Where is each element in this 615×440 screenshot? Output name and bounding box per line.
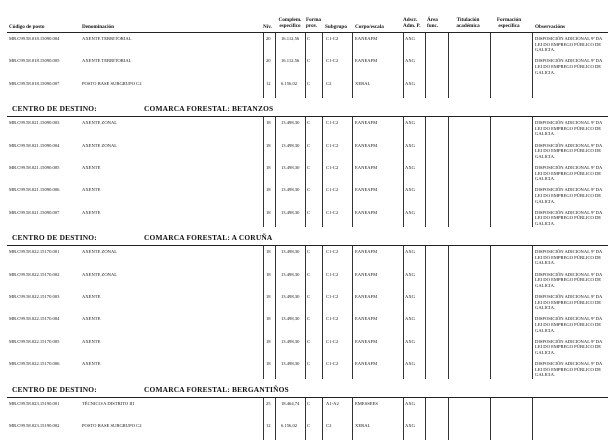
column-rule [263, 33, 264, 98]
cell-adscr: AXG [405, 423, 415, 428]
cell-nivel: 18 [266, 271, 271, 277]
cell-complem: 13.498,30 [281, 271, 300, 277]
column-rule [263, 246, 264, 378]
column-rule [403, 117, 404, 227]
cell-nivel: 18 [266, 316, 271, 322]
cell-forma: C [307, 36, 311, 41]
cell-forma: C [307, 120, 311, 126]
cell-subgrupo: C1-C2 [326, 209, 339, 215]
cell-denom: TÉCNICO/A DISTRITO III [82, 400, 134, 406]
cell-complem: 13.498,30 [281, 187, 300, 193]
cell-code: MR.C99.58.022.15170.002 [9, 271, 60, 277]
cell-complem: 13.498,30 [281, 361, 300, 367]
cell-corpo: EANEAFM [355, 316, 378, 322]
section-name: COMARCA FORESTAL: BETANZOS [144, 104, 274, 114]
cell-subgrupo: C1-C2 [326, 165, 339, 170]
cell-denom: AXENTE ZONAL [82, 271, 118, 277]
cell-denom: AXENTE [82, 165, 101, 170]
cell-subgrupo: C1-C2 [326, 142, 339, 148]
cell-complem: 16.112,56 [281, 36, 300, 41]
cell-code: MR.C99.58.022.15170.006 [9, 361, 60, 367]
cell-denom: AXENTE ZONAL [82, 142, 118, 148]
section-name: COMARCA FORESTAL: BERGANTIÑOS [144, 384, 289, 394]
cell-adscr: AXG [405, 187, 415, 193]
cell-adscr: AXG [405, 58, 415, 64]
cell-nivel: 20 [266, 36, 271, 41]
table-row [0, 207, 615, 227]
cell-corpo: EANEAFM [355, 294, 378, 299]
cell-subgrupo: C1-C2 [326, 338, 339, 344]
cell-denom: AXENTE ZONAL [82, 249, 118, 255]
cell-corpo: XERAL [355, 423, 371, 428]
column-rule [490, 246, 491, 378]
column-rule [352, 246, 353, 378]
cell-code: MR.C99.58.022.15170.004 [9, 316, 60, 322]
table-row [0, 78, 615, 98]
cell-denom: AXENTE [82, 316, 101, 322]
header-observacions: Observacións [535, 24, 565, 30]
cell-complem: 13.498,30 [281, 338, 300, 344]
cell-corpo: EANEAFM [355, 120, 378, 126]
column-rule [532, 246, 533, 378]
column-rule [352, 398, 353, 440]
cell-corpo: EANEAFM [355, 249, 378, 255]
cell-adscr: AXG [405, 338, 415, 344]
table-row [0, 336, 615, 356]
cell-corpo: EANEAFM [355, 187, 378, 193]
cell-denom: AXENTE ZONAL [82, 120, 118, 126]
column-rule [403, 33, 404, 98]
section-heading [7, 385, 607, 395]
cell-complem: 13.498,30 [281, 120, 300, 126]
section-label: CENTRO DE DESTINO: [12, 104, 97, 114]
cell-complem: 13.498,30 [281, 249, 300, 255]
header-complem: Complem. específico [278, 17, 302, 29]
cell-corpo: EANEAFM [355, 338, 378, 344]
cell-forma: C [307, 209, 311, 215]
column-rule [275, 117, 276, 227]
column-rule [403, 398, 404, 440]
cell-adscr: AXG [405, 209, 415, 215]
column-rule [448, 246, 449, 378]
cell-corpo: EMESSEES [355, 400, 378, 406]
cell-nivel: 18 [266, 294, 271, 299]
cell-forma: C [307, 187, 311, 193]
cell-subgrupo: C1-C2 [326, 58, 339, 64]
header-area: Área func. [427, 17, 439, 29]
cell-complem: 18.464,74 [281, 400, 300, 406]
cell-code: MR.C99.58.018.15090.007 [9, 80, 60, 86]
cell-code: MR.C99.58.018.15090.004 [9, 36, 60, 41]
cell-denom: AXENTE [82, 338, 101, 344]
cell-forma: C [307, 361, 311, 367]
cell-complem: 16.112,56 [281, 58, 300, 64]
section-label: CENTRO DE DESTINO: [12, 233, 97, 243]
cell-nivel: 18 [266, 249, 271, 255]
cell-forma: C [307, 58, 311, 64]
table-row [0, 398, 615, 418]
section-heading [7, 104, 607, 114]
cell-forma: C [307, 249, 311, 255]
cell-obs: DISPOSICIÓN ADICIONAL 9ª DA LEI DO EMPREGO PÚBLICO DE GALICIA. [535, 361, 603, 378]
cell-nivel: 18 [266, 338, 271, 344]
cell-obs: DISPOSICIÓN ADICIONAL 9ª DA LEI DO EMPREGO PÚBLICO DE GALICIA. [535, 271, 603, 288]
cell-forma: C [307, 423, 311, 428]
header-forma: Forma prov. [306, 17, 321, 29]
cell-corpo: EANEAFM [355, 58, 378, 64]
cell-obs: DISPOSICIÓN ADICIONAL 9ª DA LEI DO EMPREGO PÚBLICO DE GALICIA. [535, 58, 603, 75]
cell-adscr: AXG [405, 271, 415, 277]
cell-code: MR.C99.58.023.15190.002 [9, 423, 60, 428]
table-row [0, 162, 615, 182]
column-rule [305, 33, 306, 98]
cell-adscr: AXG [405, 361, 415, 367]
header-corpo: Corpo/escala [355, 24, 384, 30]
cell-nivel: 20 [266, 58, 271, 64]
column-rule [275, 398, 276, 440]
column-rule [425, 398, 426, 440]
cell-subgrupo: C1-C2 [326, 361, 339, 367]
column-rule [352, 33, 353, 98]
cell-obs: DISPOSICIÓN ADICIONAL 9ª DA LEI DO EMPREGO PÚBLICO DE GALICIA. [535, 187, 603, 204]
cell-adscr: AXG [405, 36, 415, 41]
cell-complem: 6.156,02 [281, 80, 298, 86]
column-rule [275, 246, 276, 378]
header-denominacion: Denominación [82, 24, 114, 30]
table-row [0, 291, 615, 311]
cell-code: MR.C99.58.021.15090.006 [9, 187, 60, 193]
column-rule [305, 246, 306, 378]
cell-corpo: XERAL [355, 80, 371, 86]
cell-code: MR.C99.58.022.15170.001 [9, 249, 60, 255]
cell-obs: DISPOSICIÓN ADICIONAL 9ª DA LEI DO EMPREGO PÚBLICO DE GALICIA. [535, 142, 603, 159]
cell-corpo: EANEAFM [355, 361, 378, 367]
section-label: CENTRO DE DESTINO: [12, 384, 97, 394]
cell-code: MR.C99.58.018.15090.005 [9, 58, 60, 64]
cell-corpo: EANEAFM [355, 142, 378, 148]
cell-forma: C [307, 294, 311, 299]
cell-forma: C [307, 316, 311, 322]
table-row [0, 358, 615, 378]
cell-adscr: AXG [405, 400, 415, 406]
cell-denom: AXENTE [82, 294, 101, 299]
cell-forma: C [307, 80, 311, 86]
cell-subgrupo: C1-C2 [326, 36, 339, 41]
cell-denom: AXENTE TERRITORIAL [82, 58, 132, 64]
header-codigo: Código de posto [9, 24, 45, 30]
column-rule [322, 246, 323, 378]
column-rule [448, 33, 449, 98]
cell-forma: C [307, 400, 311, 406]
header-nivel: Nív. [263, 24, 272, 30]
cell-code: MR.C99.58.021.15090.005 [9, 165, 60, 170]
cell-denom: AXENTE [82, 187, 101, 193]
column-rule [490, 33, 491, 98]
column-rule [403, 246, 404, 378]
column-rule [425, 246, 426, 378]
cell-obs: DISPOSICIÓN ADICIONAL 9ª DA LEI DO EMPREGO PÚBLICO DE GALICIA. [535, 209, 603, 226]
cell-corpo: EANEAFM [355, 209, 378, 215]
cell-complem: 13.498,30 [281, 294, 300, 299]
cell-denom: AXENTE [82, 209, 101, 215]
cell-denom: AXENTE TERRITORIAL [82, 36, 132, 41]
column-rule [322, 398, 323, 440]
cell-code: MR.C99.58.022.15170.003 [9, 294, 60, 299]
cell-forma: C [307, 338, 311, 344]
column-rule [305, 398, 306, 440]
column-rule [448, 398, 449, 440]
cell-nivel: 12 [266, 423, 271, 428]
cell-subgrupo: C1-C2 [326, 316, 339, 322]
cell-nivel: 18 [266, 187, 271, 193]
table-row [0, 246, 615, 266]
cell-adscr: AXG [405, 165, 415, 170]
cell-adscr: AXG [405, 294, 415, 299]
cell-corpo: EANEAFM [355, 165, 378, 170]
cell-obs: DISPOSICIÓN ADICIONAL 9ª DA LEI DO EMPREGO PÚBLICO DE GALICIA. [535, 316, 603, 333]
cell-obs: DISPOSICIÓN ADICIONAL 9ª DA LEI DO EMPREGO PÚBLICO DE GALICIA. [535, 338, 603, 355]
column-rule [425, 117, 426, 227]
cell-subgrupo: C1-C2 [326, 271, 339, 277]
cell-complem: 13.498,30 [281, 316, 300, 322]
cell-adscr: AXG [405, 249, 415, 255]
cell-corpo: EANEAFM [355, 36, 378, 41]
cell-complem: 13.498,30 [281, 209, 300, 215]
cell-corpo: EANEAFM [355, 271, 378, 277]
table-row [0, 420, 615, 440]
column-rule [490, 117, 491, 227]
cell-complem: 13.498,30 [281, 142, 300, 148]
cell-nivel: 18 [266, 209, 271, 215]
cell-subgrupo: C1-C2 [326, 187, 339, 193]
column-rule [322, 33, 323, 98]
header-formacion: Formación específica [496, 17, 522, 29]
column-rule [263, 398, 264, 440]
cell-nivel: 18 [266, 120, 271, 126]
table-row [0, 140, 615, 160]
header-adscr: Adscr. Adm. P. [403, 17, 421, 29]
cell-obs: DISPOSICIÓN ADICIONAL 9ª DA LEI DO EMPREGO PÚBLICO DE GALICIA. [535, 294, 603, 311]
header-titulacion: Titulación académica [456, 17, 480, 29]
cell-obs: DISPOSICIÓN ADICIONAL 9ª DA LEI DO EMPREGO PÚBLICO DE GALICIA. [535, 165, 603, 182]
column-rule [490, 398, 491, 440]
cell-complem: 13.498,30 [281, 165, 300, 170]
table-row [0, 184, 615, 204]
cell-nivel: 18 [266, 142, 271, 148]
header-subgrupo: Subgrupo [325, 24, 347, 30]
cell-forma: C [307, 271, 311, 277]
table-row [0, 117, 615, 137]
cell-forma: C [307, 142, 311, 148]
cell-nivel: 12 [266, 80, 271, 86]
cell-denom: POSTO BASE SUBGRUPO C2 [82, 80, 142, 86]
cell-adscr: AXG [405, 142, 415, 148]
cell-code: MR.C99.58.023.15190.001 [9, 400, 60, 406]
cell-subgrupo: C1-C2 [326, 249, 339, 255]
column-rule [532, 117, 533, 227]
cell-nivel: 18 [266, 165, 271, 170]
column-rule [425, 33, 426, 98]
column-rule [322, 117, 323, 227]
cell-complem: 6.156,02 [281, 423, 298, 428]
cell-subgrupo: A1-A2 [326, 400, 339, 406]
cell-code: MR.C99.58.021.15090.004 [9, 142, 60, 148]
column-rule [275, 33, 276, 98]
column-rule [263, 117, 264, 227]
cell-code: MR.C99.58.021.15090.007 [9, 209, 60, 215]
column-rule [532, 398, 533, 440]
section-name: COMARCA FORESTAL: A CORUÑA [144, 233, 273, 243]
cell-obs: DISPOSICIÓN ADICIONAL 9ª DA LEI DO EMPREGO PÚBLICO DE GALICIA. [535, 120, 603, 137]
cell-nivel: 25 [266, 400, 271, 406]
cell-adscr: AXG [405, 316, 415, 322]
cell-subgrupo: C2 [326, 423, 332, 428]
cell-code: MR.C99.58.022.15170.005 [9, 338, 60, 344]
cell-denom: POSTO BASE SUBGRUPO C2 [82, 423, 142, 428]
table-row [0, 313, 615, 333]
table-row [0, 269, 615, 289]
cell-subgrupo: C2 [326, 80, 332, 86]
cell-subgrupo: C1-C2 [326, 120, 339, 126]
cell-nivel: 18 [266, 361, 271, 367]
cell-adscr: AXG [405, 120, 415, 126]
section-heading [7, 233, 607, 243]
column-rule [532, 33, 533, 98]
cell-code: MR.C99.58.021.15090.003 [9, 120, 60, 126]
column-rule [448, 117, 449, 227]
table-header [0, 14, 615, 32]
table-row [0, 33, 615, 53]
cell-adscr: AXG [405, 80, 415, 86]
column-rule [352, 117, 353, 227]
cell-obs: DISPOSICIÓN ADICIONAL 9ª DA LEI DO EMPREGO PÚBLICO DE GALICIA. [535, 36, 603, 53]
column-rule [305, 117, 306, 227]
cell-forma: C [307, 165, 311, 170]
cell-obs: DISPOSICIÓN ADICIONAL 9ª DA LEI DO EMPREGO PÚBLICO DE GALICIA. [535, 249, 603, 266]
cell-subgrupo: C1-C2 [326, 294, 339, 299]
cell-denom: AXENTE [82, 361, 101, 367]
table-row [0, 55, 615, 75]
